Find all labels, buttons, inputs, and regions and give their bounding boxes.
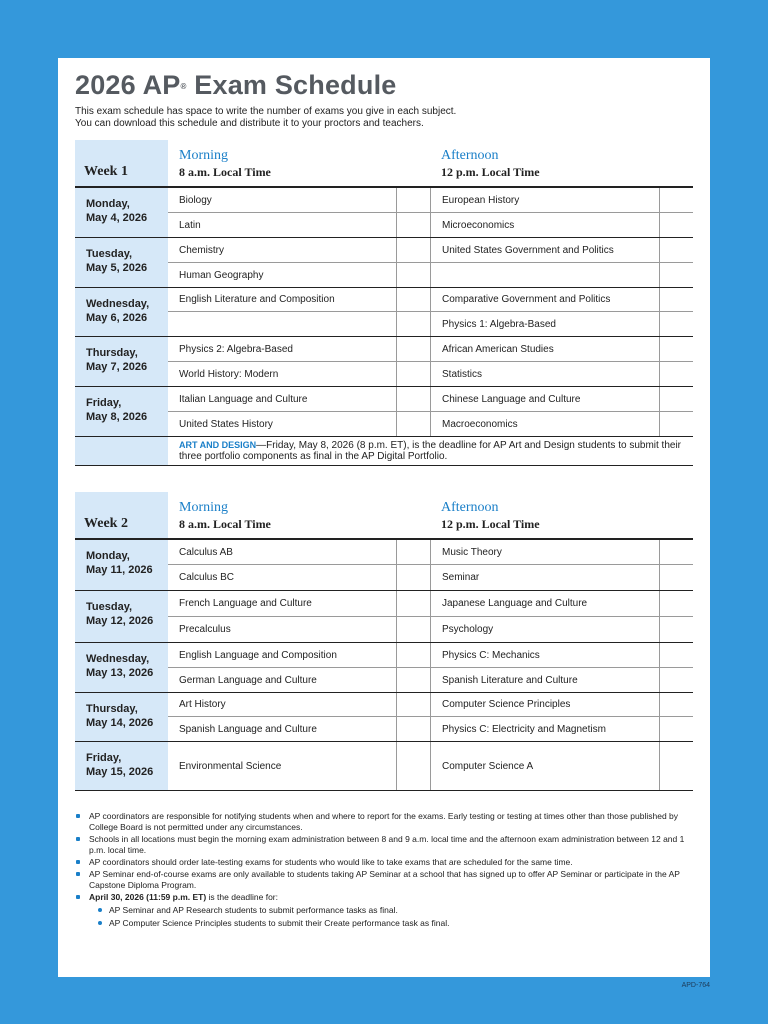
table-row: [168, 591, 693, 617]
day-date: May 6, 2026: [86, 312, 148, 324]
morning-exam: Latin: [168, 213, 397, 237]
afternoon-exam: Japanese Language and Culture: [431, 591, 660, 616]
afternoon-exam: [431, 263, 660, 287]
art-design-note: [75, 437, 693, 466]
afternoon-exam: Statistics: [431, 362, 660, 386]
intro-line-2: You can download this schedule and distribute it to your proctors and teachers.: [75, 118, 424, 129]
deadline-date: April 30, 2026 (11:59 p.m. ET): [89, 892, 207, 902]
table-row: [168, 213, 693, 237]
afternoon-exam: Computer Science Principles: [431, 693, 660, 716]
afternoon-exam-count-box[interactable]: [660, 263, 692, 287]
table-row: [168, 312, 693, 336]
morning-label: Morning: [179, 148, 228, 163]
afternoon-exam: Seminar: [431, 565, 660, 590]
day-label: [75, 288, 168, 336]
day-name: Wednesday,: [86, 298, 150, 310]
morning-exam-count-box[interactable]: [397, 188, 431, 212]
morning-exam-count-box[interactable]: [397, 213, 431, 237]
morning-exam-count-box[interactable]: [397, 742, 431, 790]
day-date: May 12, 2026: [86, 615, 154, 627]
day-label: [75, 337, 168, 386]
afternoon-exam-count-box[interactable]: [660, 565, 692, 590]
morning-exam-count-box[interactable]: [397, 238, 431, 262]
table-row: [168, 263, 693, 287]
exam-rows: [168, 188, 693, 237]
afternoon-exam-count-box[interactable]: [660, 617, 692, 642]
afternoon-exam-count-box[interactable]: [660, 288, 692, 311]
day-group: [75, 387, 693, 437]
note-text: [168, 437, 693, 465]
morning-exam-count-box[interactable]: [397, 312, 431, 336]
day-group: [75, 238, 693, 288]
afternoon-exam: United States Government and Politics: [431, 238, 660, 262]
schedule-page: [58, 58, 710, 977]
morning-exam: United States History: [168, 412, 397, 436]
afternoon-exam: European History: [431, 188, 660, 212]
table-row: [168, 188, 693, 213]
day-group: [75, 188, 693, 238]
afternoon-exam: African American Studies: [431, 337, 660, 361]
day-group: [75, 540, 693, 591]
afternoon-exam-count-box[interactable]: [660, 387, 692, 411]
afternoon-exam: Physics 1: Algebra-Based: [431, 312, 660, 336]
afternoon-exam: Comparative Government and Politics: [431, 288, 660, 311]
afternoon-exam-count-box[interactable]: [660, 238, 692, 262]
exam-rows: [168, 387, 693, 436]
week-2-days: [75, 540, 693, 791]
afternoon-label: Afternoon: [441, 500, 499, 515]
afternoon-exam: Spanish Literature and Culture: [431, 668, 660, 692]
day-group: [75, 742, 693, 791]
day-name: Thursday,: [86, 347, 138, 359]
day-date: May 15, 2026: [86, 766, 154, 778]
note-body: —Friday, May 8, 2026 (8 p.m. ET), is the deadline for AP Art and Design students to submit their three portfolio components as final in the AP Digital Portfolio.: [179, 440, 682, 462]
title-main: 2026 AP: [75, 70, 181, 100]
exam-rows: [168, 591, 693, 642]
day-group: [75, 693, 693, 742]
afternoon-exam-count-box[interactable]: [660, 188, 692, 212]
week-1-header: [75, 140, 693, 188]
morning-exam: Biology: [168, 188, 397, 212]
table-row: [168, 565, 693, 590]
morning-exam-count-box[interactable]: [397, 362, 431, 386]
afternoon-exam: Music Theory: [431, 540, 660, 564]
morning-exam-count-box[interactable]: [397, 717, 431, 741]
afternoon-exam: Psychology: [431, 617, 660, 642]
table-row: [168, 387, 693, 412]
exam-rows: [168, 643, 693, 692]
table-row: [168, 288, 693, 312]
afternoon-exam-count-box[interactable]: [660, 312, 692, 336]
morning-exam-count-box[interactable]: [397, 540, 431, 564]
afternoon-exam-count-box[interactable]: [660, 337, 692, 361]
deadline-text: is the deadline for:: [206, 892, 278, 902]
morning-exam: Chemistry: [168, 238, 397, 262]
morning-exam-count-box[interactable]: [397, 337, 431, 361]
day-name: Wednesday,: [86, 653, 150, 665]
day-name: Friday,: [86, 752, 122, 764]
afternoon-exam-count-box[interactable]: [660, 693, 692, 716]
afternoon-exam-count-box[interactable]: [660, 412, 692, 436]
registered-mark: ®: [180, 82, 187, 91]
intro-line-1: This exam schedule has space to write the number of exams you give in each subject.: [75, 106, 457, 117]
day-name: Tuesday,: [86, 601, 133, 613]
morning-exam-count-box[interactable]: [397, 617, 431, 642]
day-date: May 4, 2026: [86, 212, 148, 224]
day-date: May 7, 2026: [86, 361, 148, 373]
afternoon-exam-count-box[interactable]: [660, 362, 692, 386]
table-row: [168, 742, 693, 790]
day-label: [75, 387, 168, 436]
morning-exam: English Literature and Composition: [168, 288, 397, 311]
exam-rows: [168, 742, 693, 790]
day-label: [75, 540, 168, 590]
day-date: May 5, 2026: [86, 262, 148, 274]
day-name: Monday,: [86, 550, 130, 562]
title-rest: Exam Schedule: [186, 70, 397, 100]
morning-exam-count-box[interactable]: [397, 412, 431, 436]
morning-time: 8 a.m. Local Time: [179, 165, 271, 179]
intro-text: [75, 106, 693, 130]
afternoon-exam: Microeconomics: [431, 213, 660, 237]
document-code: APD-764: [681, 982, 710, 989]
table-row: [168, 412, 693, 436]
afternoon-header: [430, 140, 693, 186]
morning-exam: Italian Language and Culture: [168, 387, 397, 411]
afternoon-exam-count-box[interactable]: [660, 213, 692, 237]
note-item: AP coordinators should order late-testing exams for students who would like to take exams that are scheduled for the same time.: [75, 857, 693, 868]
morning-header: [168, 140, 430, 186]
exam-rows: [168, 540, 693, 590]
week-label: Week 2: [75, 492, 168, 538]
note-lead: ART AND DESIGN: [179, 440, 257, 450]
table-row: [168, 362, 693, 386]
exam-rows: [168, 693, 693, 741]
day-name: Tuesday,: [86, 248, 133, 260]
exam-rows: [168, 288, 693, 336]
table-row: [168, 693, 693, 717]
morning-exam: German Language and Culture: [168, 668, 397, 692]
day-date: May 14, 2026: [86, 717, 154, 729]
table-row: [168, 668, 693, 692]
morning-exam: French Language and Culture: [168, 591, 397, 616]
morning-exam: Art History: [168, 693, 397, 716]
afternoon-exam-count-box[interactable]: [660, 591, 692, 616]
morning-exam-count-box[interactable]: [397, 263, 431, 287]
afternoon-label: Afternoon: [441, 148, 499, 163]
day-date: May 11, 2026: [86, 564, 153, 576]
table-row: [168, 717, 693, 741]
day-group: [75, 643, 693, 693]
morning-header: [168, 492, 430, 538]
morning-exam-count-box[interactable]: [397, 591, 431, 616]
day-label: [75, 742, 168, 790]
day-name: Friday,: [86, 397, 122, 409]
afternoon-exam-count-box[interactable]: [660, 742, 692, 790]
exam-rows: [168, 238, 693, 287]
afternoon-exam-count-box[interactable]: [660, 668, 692, 692]
day-label: [75, 693, 168, 741]
table-row: [168, 643, 693, 668]
afternoon-exam: Computer Science A: [431, 742, 660, 790]
morning-exam: Precalculus: [168, 617, 397, 642]
morning-exam: Spanish Language and Culture: [168, 717, 397, 741]
day-label: [75, 188, 168, 237]
morning-exam: Calculus BC: [168, 565, 397, 590]
page-title: [75, 70, 693, 100]
day-label: [75, 238, 168, 287]
week-1-table: [75, 140, 693, 466]
afternoon-time: 12 p.m. Local Time: [441, 517, 540, 531]
day-name: Thursday,: [86, 703, 138, 715]
morning-exam: Human Geography: [168, 263, 397, 287]
week-2-header: [75, 492, 693, 540]
morning-exam-count-box[interactable]: [397, 668, 431, 692]
morning-exam: Physics 2: Algebra-Based: [168, 337, 397, 361]
note-spacer: [75, 437, 168, 465]
morning-exam: Calculus AB: [168, 540, 397, 564]
table-row: [168, 337, 693, 362]
deadline-sub-item: AP Seminar and AP Research students to submit performance tasks as final.: [75, 905, 693, 916]
day-group: [75, 591, 693, 643]
day-date: May 8, 2026: [86, 411, 148, 423]
morning-exam-count-box[interactable]: [397, 288, 431, 311]
afternoon-exam-count-box[interactable]: [660, 643, 692, 667]
exam-rows: [168, 337, 693, 386]
morning-time: 8 a.m. Local Time: [179, 517, 271, 531]
afternoon-time: 12 p.m. Local Time: [441, 165, 540, 179]
afternoon-exam: Chinese Language and Culture: [431, 387, 660, 411]
afternoon-exam: Physics C: Electricity and Magnetism: [431, 717, 660, 741]
table-row: [168, 617, 693, 642]
day-group: [75, 288, 693, 337]
afternoon-exam: Macroeconomics: [431, 412, 660, 436]
morning-exam: Environmental Science: [168, 742, 397, 790]
week-label: Week 1: [75, 140, 168, 186]
morning-exam-count-box[interactable]: [397, 565, 431, 590]
day-date: May 13, 2026: [86, 667, 154, 679]
morning-exam-count-box[interactable]: [397, 643, 431, 667]
day-label: [75, 643, 168, 692]
morning-exam: [168, 312, 397, 336]
morning-label: Morning: [179, 500, 228, 515]
day-label: [75, 591, 168, 642]
morning-exam: World History: Modern: [168, 362, 397, 386]
afternoon-exam: Physics C: Mechanics: [431, 643, 660, 667]
notes-list: [75, 811, 693, 929]
afternoon-header: [430, 492, 693, 538]
afternoon-exam-count-box[interactable]: [660, 540, 692, 564]
table-row: [168, 540, 693, 565]
day-name: Monday,: [86, 198, 130, 210]
morning-exam: English Language and Composition: [168, 643, 397, 667]
note-item: Schools in all locations must begin the morning exam administration between 8 and 9 a.m. local time and the afternoon exam administration between 12 and 1 p.m. local time.: [75, 834, 693, 856]
morning-exam-count-box[interactable]: [397, 693, 431, 716]
afternoon-exam-count-box[interactable]: [660, 717, 692, 741]
week-2-table: [75, 492, 693, 791]
note-item: AP coordinators are responsible for notifying students when and where to report for the exams. Early testing or testing at times other than those published by College Board is not permitted under any circumstances.: [75, 811, 693, 833]
morning-exam-count-box[interactable]: [397, 387, 431, 411]
deadline-item: [75, 892, 693, 903]
deadline-sub-item: AP Computer Science Principles students to submit their Create performance task as final.: [75, 918, 693, 929]
day-group: [75, 337, 693, 387]
note-item: AP Seminar end-of-course exams are only available to students taking AP Seminar at a school that has signed up to offer AP Seminar or participate in the AP Capstone Diploma Program.: [75, 869, 693, 891]
table-row: [168, 238, 693, 263]
week-1-days: [75, 188, 693, 437]
